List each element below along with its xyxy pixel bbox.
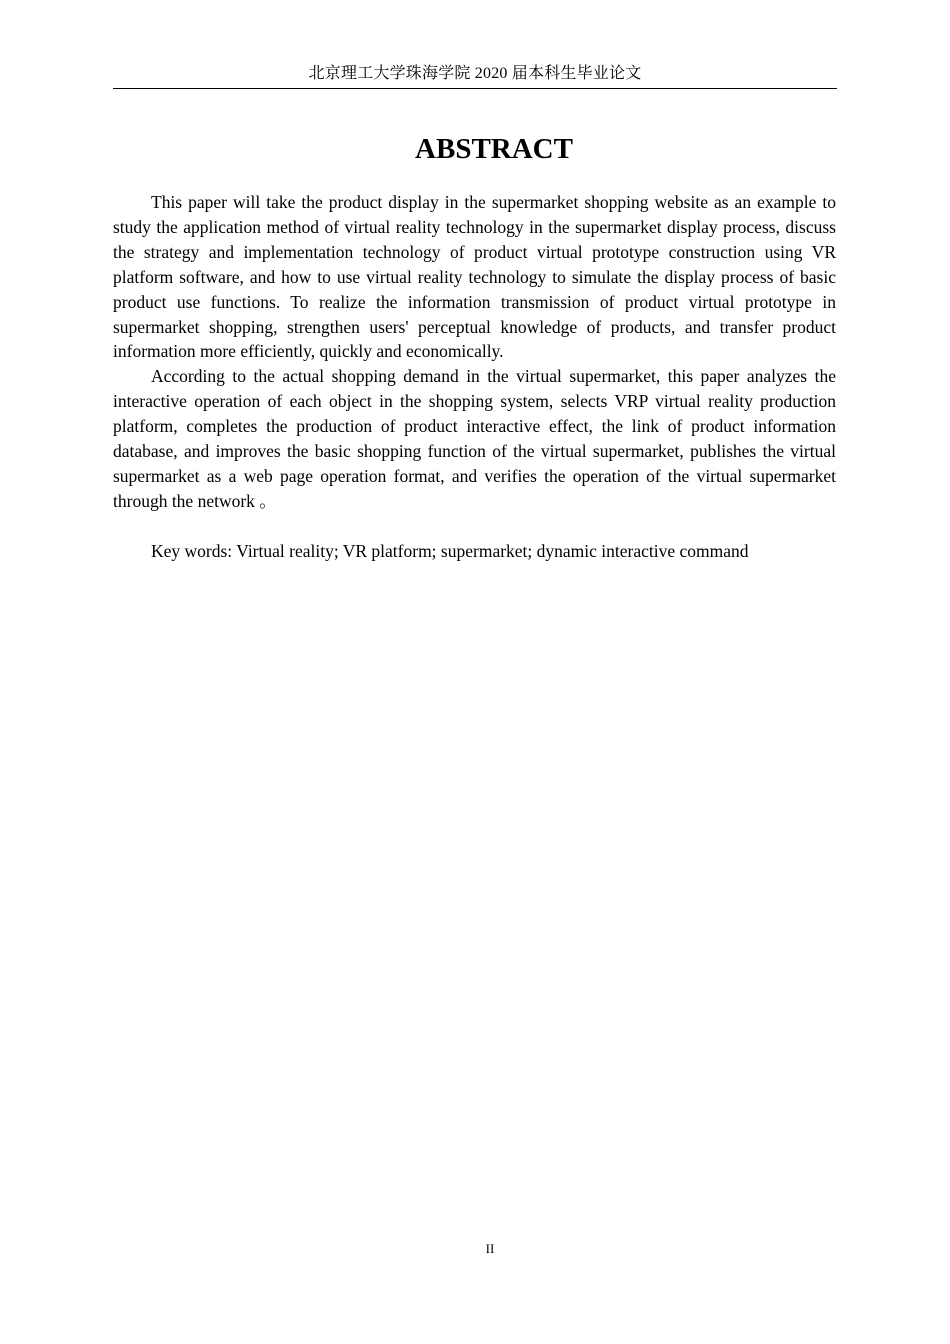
header-rule [113, 88, 837, 89]
abstract-paragraph-1: This paper will take the product display in the supermarket shopping website as an example to study the application method of virtual reality technology in the supermarket display process, discuss the strategy and implementation technology of product virtual prototype construction using VR platform software, and how to use virtual reality technology to simulate the display process of basic product use functions. To realize the information transmission of product virtual prototype in supermarket shopping, strengthen users' perceptual knowledge of products, and transfer product information more efficiently, quickly and economically. [113, 192, 836, 362]
page-number: II [485, 1241, 495, 1256]
abstract-body [113, 190, 836, 564]
abstract-title: ABSTRACT [415, 133, 573, 165]
running-header: 北京理工大学珠海学院 2020 届本科生毕业论文 [308, 65, 642, 82]
abstract-paragraph-2: According to the actual shopping demand in the virtual supermarket, this paper analyzes the interactive operation of each object in the shopping system, selects VRP virtual reality production platform, completes the production of product interactive effect, the link of product information database, and improves the basic shopping function of the virtual supermarket, publishes the virtual supermarket as a web page operation format, and verifies the operation of the virtual supermarket through the network 。 [113, 366, 836, 511]
keywords-line: Key words: Virtual reality; VR platform; supermarket; dynamic interactive command [151, 540, 749, 561]
